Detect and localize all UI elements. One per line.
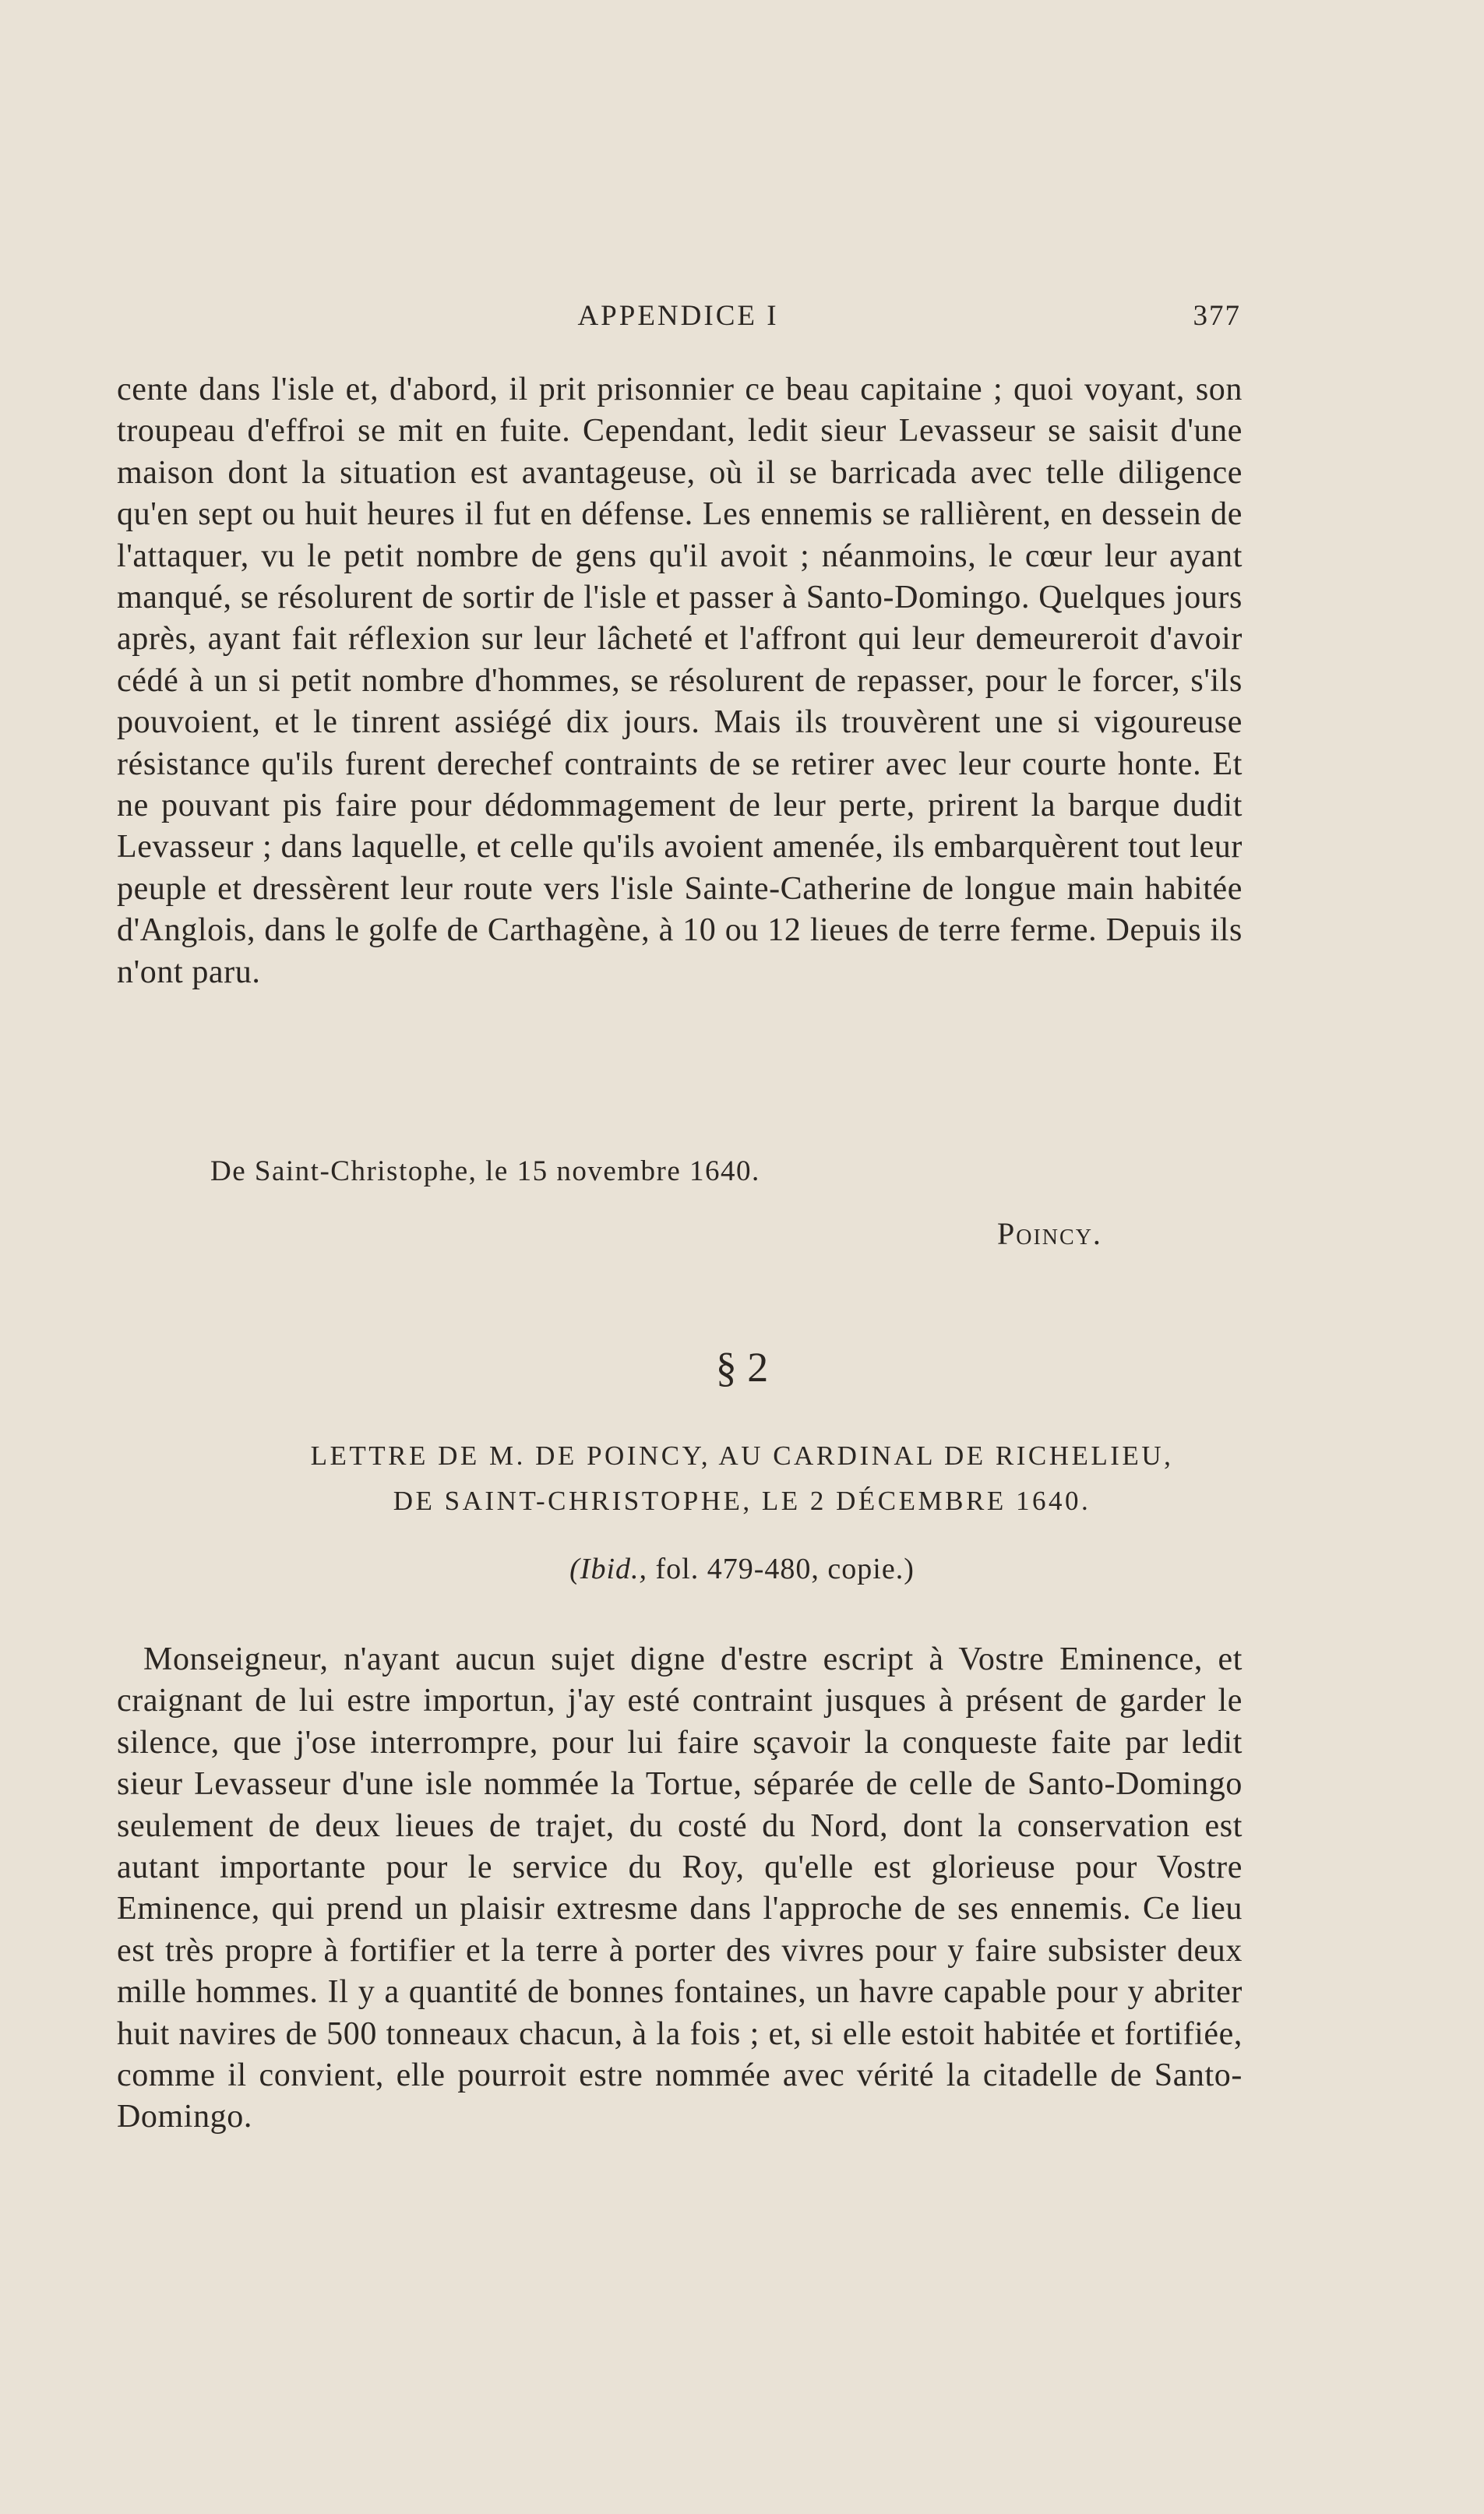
letter-heading-line-1: LETTRE DE M. DE POINCY, AU CARDINAL DE RICHELIEU, <box>310 1440 1174 1471</box>
signature: Poincy. <box>997 1216 1102 1251</box>
source-ibid: (Ibid., <box>569 1553 648 1585</box>
source-folio: fol. 479-480, copie.) <box>647 1553 915 1585</box>
page-number: 377 <box>1193 300 1241 332</box>
running-title: APPENDICE I <box>577 300 779 332</box>
letter-heading-line-2: DE SAINT-CHRISTOPHE, LE 2 DÉCEMBRE 1640. <box>393 1486 1091 1516</box>
body-paragraph-1: cente dans l'isle et, d'abord, il prit prisonnier ce beau capitaine ; quoi voyant, son troupeau d'effroi se mit en fuite. Cependant, ledit sieur Levasseur se saisit d'une maison dont la situation est avantageuse, où il se barricada avec telle diligence qu'en sept ou huit heures il fut en défense. Les ennemis se rallièrent, en dessein de l'attaquer, vu le petit nombre de gens qu'il avoit ; néanmoins, le cœur leur ayant manqué, se résolurent de sortir de l'isle et passer à Santo-Domingo. Quelques jours après, ayant fait réflexion sur leur lâcheté et l'affront qui leur demeureroit d'avoir cédé à un si petit nombre d'hommes, se résolurent de repasser, pour le forcer, s'ils pouvoient, et le tinrent assiégé dix jours. Mais ils trouvèrent une si vigoureuse résistance qu'ils furent derechef contraints de se retirer avec leur courte honte. Et ne pouvant pis faire pour dédommagement de leur perte, prirent la barque dudit Levasseur ; dans laquelle, et celle qu'ils avoient amenée, ils embarquèrent tout leur peuple et dressèrent leur route vers l'isle Sainte-Catherine de longue main habitée d'Anglois, dans le golfe de Carthagène, à 10 ou 12 lieues de terre ferme. Depuis ils n'ont paru. <box>117 372 1243 990</box>
letter-heading <box>117 1433 1367 1524</box>
dateline: De Saint-Christophe, le 15 novembre 1640. <box>210 1155 760 1187</box>
body-paragraph-2: Monseigneur, n'ayant aucun sujet digne d'estre escript à Vostre Eminence, et craignant de lui estre importun, j'ay esté contraint jusques à présent de garder le silence, que j'ose interrompre, pour lui faire sçavoir la conqueste faite par ledit sieur Levasseur d'une isle nommée la Tortue, séparée de celle de Santo-Domingo seulement de deux lieues de trajet, du costé du Nord, dont la conservation est autant importante pour le service du Roy, qu'elle est glorieuse pour Vostre Eminence, qui prend un plaisir extresme dans l'approche de ses ennemis. Ce lieu est très propre à fortifier et la terre à porter des vivres pour y faire subsister deux mille hommes. Il y a quantité de bonnes fontaines, un havre capable pour y abriter huit navires de 500 tonneaux chacun, à la fois ; et, si elle estoit habitée et fortifiée, comme il convient, elle pourroit estre nommée avec vérité la citadelle de Santo-Domingo. <box>117 1641 1243 2135</box>
section-mark: § 2 <box>715 1344 769 1391</box>
source-reference <box>0 1552 1484 1586</box>
running-head <box>115 299 1241 338</box>
